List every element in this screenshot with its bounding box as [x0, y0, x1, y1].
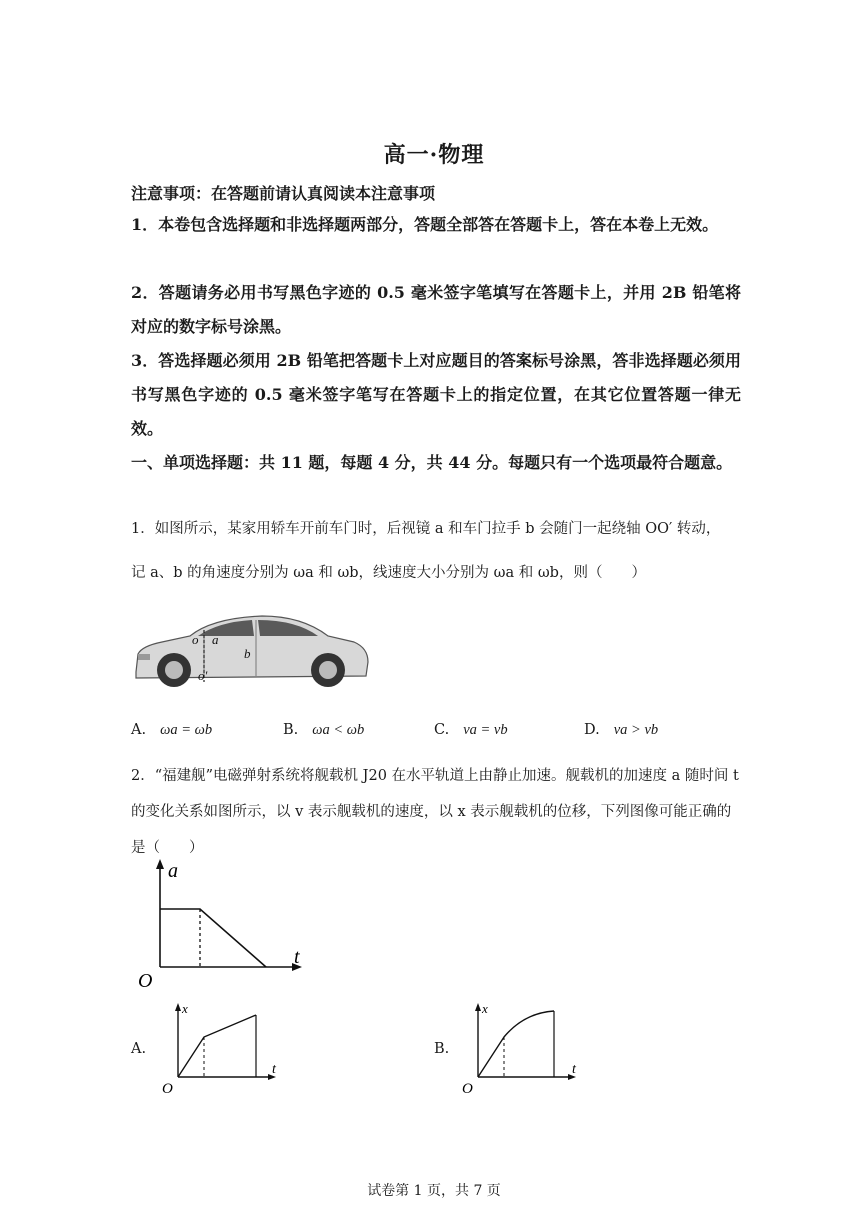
axis-label-t: t	[272, 1062, 276, 1077]
section-heading: 一、单项选择题：共 11 题，每题 4 分，共 44 分。每题只有一个选项最符合题意。	[131, 453, 733, 472]
notice-item-2: 2．答题请务必用书写黑色字迹的 0.5 毫米签字笔填写在答题卡上，并用 2B 铅笔将对应的数字标号涂黑。	[131, 283, 741, 336]
q1-text-line1: 1．如图所示，某家用轿车开前车门时，后视镜 a 和车门拉手 b 会随门一起绕轴 OO′ 转动，	[131, 521, 721, 537]
q2-choice-b[interactable]	[434, 1041, 449, 1057]
choice-letter: B.	[434, 1041, 450, 1057]
label-o-prime: o′	[198, 668, 208, 683]
choice-expression: va = vb	[463, 722, 508, 738]
option-b-x-t-graph	[458, 997, 588, 1097]
notice-item-3: 3．答选择题必须用 2B 铅笔把答题卡上对应题目的答案标号涂黑，答非选择题必须用书写黑色字迹的 0.5 毫米签字笔写在答题卡上的指定位置，在其它位置答题一律无效。	[131, 351, 741, 438]
option-a-x-t-graph	[158, 997, 288, 1097]
q2-text: 2．“福建舰”电磁弹射系统将舰载机 J20 在水平轨道上由静止加速。舰载机的加速度 a 随时间 t 的变化关系如图所示，以 v 表示舰载机的速度，以 x 表示舰载机的位移，下列图像可能正确的是（ ）	[131, 768, 739, 856]
q1-text-line2: 记 a、b 的角速度分别为 ωa 和 ωb，线速度大小分别为 ωa 和 ωb，则（ ）	[131, 565, 646, 581]
label-o: o	[192, 632, 199, 647]
label-b: b	[244, 646, 251, 661]
origin-label: O	[462, 1081, 473, 1097]
acceleration-time-graph	[130, 855, 320, 995]
q1-choice-b[interactable]	[283, 722, 364, 739]
choice-letter: B.	[283, 722, 299, 738]
label-a: a	[212, 632, 219, 647]
q1-choice-d[interactable]	[584, 722, 658, 739]
car-image	[136, 616, 368, 687]
choice-letter: A.	[131, 722, 147, 738]
q1-choice-a[interactable]	[131, 722, 212, 739]
axis-label-x: x	[482, 1001, 488, 1016]
axis-label-x: x	[182, 1001, 188, 1016]
car-figure	[132, 610, 372, 692]
choice-expression: va > vb	[613, 722, 659, 738]
page-title: 高一·物理	[383, 142, 485, 168]
choice-expression: ωa = ωb	[160, 722, 213, 738]
axis-label-a: a	[168, 860, 178, 882]
q1-choice-c[interactable]	[434, 722, 508, 739]
choice-letter: A.	[131, 1041, 147, 1057]
choice-expression: ωa < ωb	[312, 722, 365, 738]
axis-label-t: t	[572, 1062, 576, 1077]
choice-letter: C.	[434, 722, 450, 738]
choice-letter: D.	[584, 722, 600, 738]
axis-label-t: t	[294, 946, 300, 968]
q2-choice-a[interactable]	[131, 1041, 146, 1057]
origin-label: O	[138, 970, 153, 992]
origin-label: O	[162, 1081, 173, 1097]
notice-item-1: 1．本卷包含选择题和非选择题两部分，答题全部答在答题卡上，答在本卷上无效。	[131, 215, 719, 234]
notice-heading: 注意事项：在答题前请认真阅读本注意事项	[131, 184, 436, 203]
page-footer: 试卷第 1 页，共 7 页	[367, 1183, 501, 1199]
